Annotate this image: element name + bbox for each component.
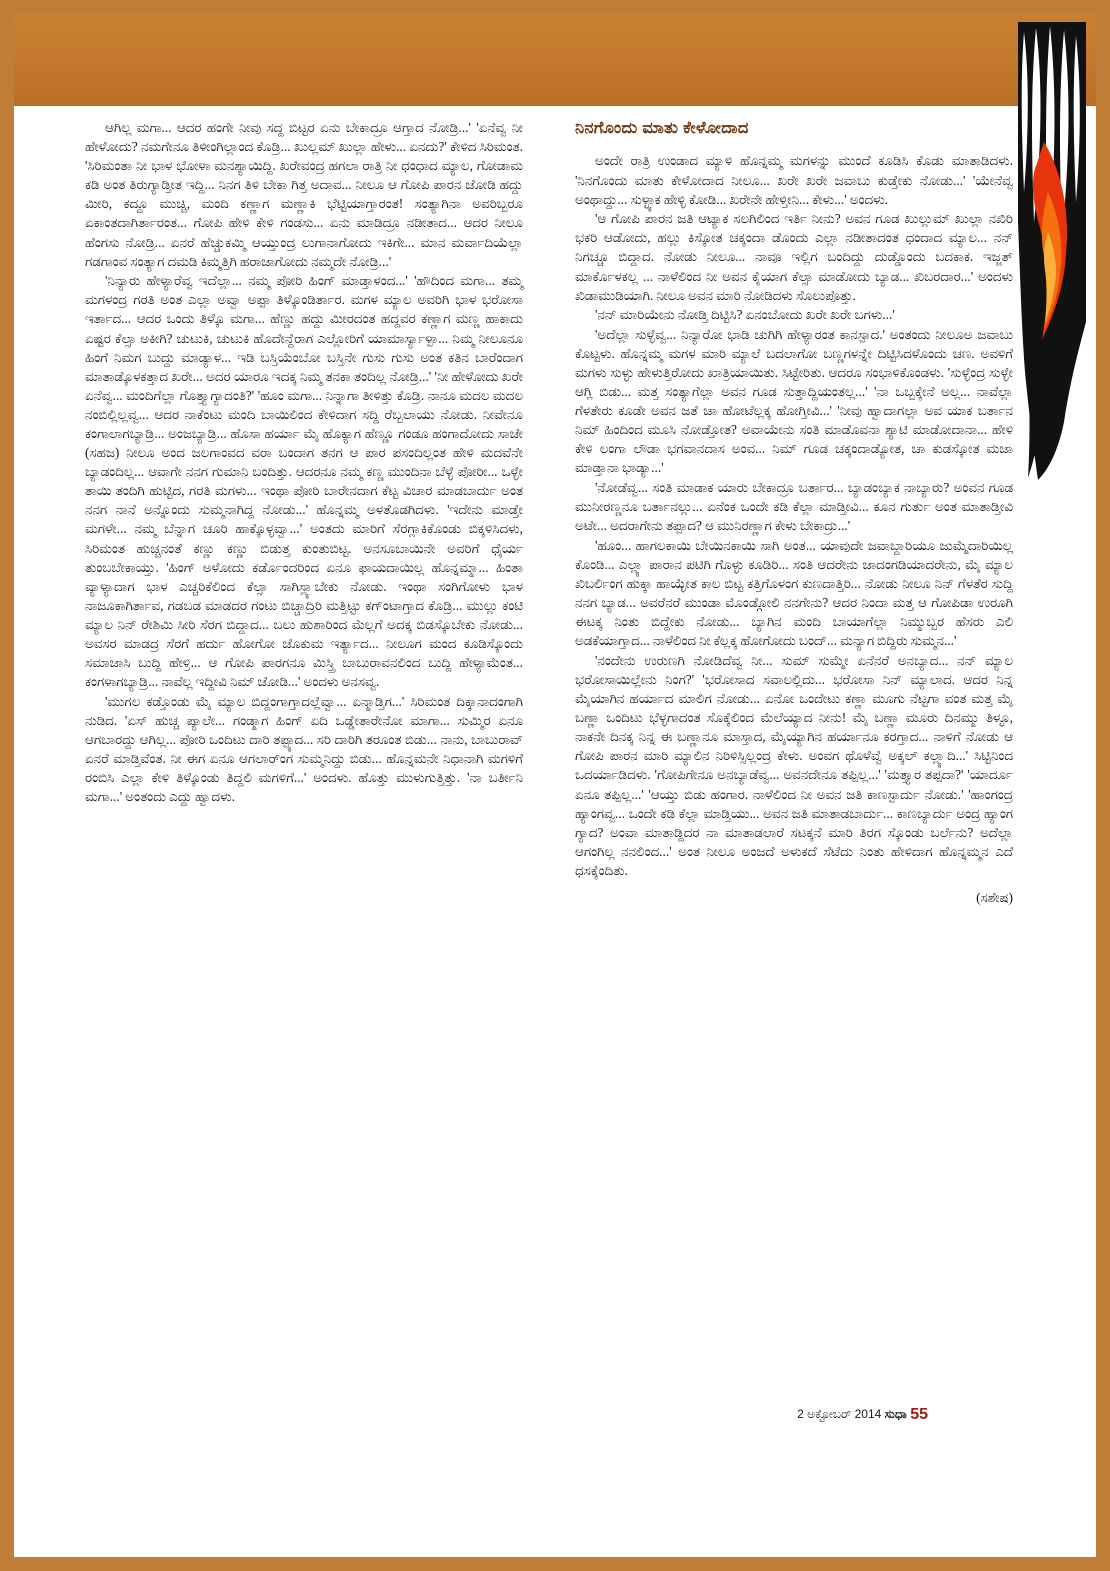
flame-ornament: [1018, 22, 1086, 482]
paragraph: 'ಹೂಂ... ಹಾಗಲಕಾಯಿ ಬೇಯಿನಕಾಯಿ ಸಾಗಿ ಅಂತ... ಯಾವುದೇ ಜವಾಬ್ದಾರಿಯೂ ಜುಮ್ಮೆದಾರಿಯಿಲ್ಲ ಕೊಂಡಿ... ಎಲ್ಲ್ಯಾ ಪಾರಾನ ಪಟಿಗಿ ಗೊಳ್ಳು ಕೂಡಿರಿ... ಸಂತಿ ಆದರೇನು ಜಾದಂಗಡಿಯಾದರೇನು, ಮೈ ಮ್ಯಾಲ ಖಿಬರ್ಲಿಂಗ ಹುಕ್ಕಾ ಹಾಯ್ಳೇತ ಕಾಲ ಬಿಟ್ಟ ಕತ್ತಿಗೊಳಂಗ ಕುಣದಾತ್ತಿರಿ... ನೋಡು ನೀಲೂ ನಿನ್ ಗೆಳತೆರ ಸುದ್ದಿ ನನಗ ಬ್ಯಾಡ... ಅವರೆನರೆ ಮುಂಡಾ ಮೊಂಡ್ಗೋಲಿ ನನಗೇನು? ಆದರ ನಿಂದಾ ಮತ್ತ ಆ ಗೋಪಿಡಾ ಉರೂಗಿ ಈಟಕ್ಕ ನಿಂತು ಬಿದ್ದೇಕು ನೋಡು... ಬ್ಯಾಗಿನ ಮಂದಿ ಬಾಯಾಗೆಲ್ಲಾ ನಿಮ್ಮುಬ್ಬರ ಹೆಸರು ಎಲಿ ಅಡಕೆಯಾಗ್ತಾದ... ನಾಳೆಲಿಂದ ನೀ ಕೆಲ್ಲಕ್ಕ ಹೋಗೋದು ಬಂದ್... ಮನ್ಯಾಗ ಬಿದ್ದಿರು ಸುಮ್ಮನ...': [575, 537, 1013, 649]
paragraph: 'ಆ ಗೋಪಿ ಪಾರನ ಜತಿ ಆಟ್ಯಾಕ ಸಲಗಿಲಿಂದ ಇರ್ತಿ ನೀನು? ಅವನ ಗೂಡ ಖುಲ್ಲುಮ್ ಖುಲ್ಲಾ ನಖಿರಿ ಭಕರಿ ಆಡೋದು, ಹಲ್ಲು ಕಿಸ್ಕೋತ ಚಕ್ಕಂದಾ ಡೊಂದು ಎಲ್ಲಾ ನಡೀತಾದಂತ ಧಂದಾದ ಮ್ಯಾಲ... ನನ್ ನಿಗಚ್ಚೂ ಬಿದ್ದಾದ. ನೋಡು ನೀಲೂ... ನಾವೂ ಇಲ್ಲಿಗ ಬಂದಿದ್ದು ದುಡ್ಡೊಂದು ಬದಕಾಕ. ಇಜ್ಜತ್ ಮಾರ್ಕೊಳಕಲ್ಲ ... ನಾಳೆಲಿಂದ ನೀ ಅವನ ಕೈಯಾಗ ಕೆಲ್ಸಾ ಮಾಡೋದು ಬ್ಯಾಡ... ಖಿಬರದಾರ...' ಅಂದಳು ಖಿಡಾಮುಡಿಯಾಗಿ. ನೀಲೂ ಅವನ ಮಾರಿ ನೋಡಿದಳು ಸೊಲುಪೊತ್ತು.: [575, 211, 1013, 303]
page-border-left: [0, 14, 14, 1571]
folio-year: 2014: [854, 1407, 882, 1421]
page-footer: [490, 1406, 928, 1424]
left-column: [85, 118, 523, 1448]
paragraph: 'ನನ್ ಮಾರಿಯೇನು ನೋಡ್ತಿ ದಿಟ್ಟಿಸಿ? ಏನಂಬೋದು ಖರೇ ಖರೇ ಬಗಳು...': [595, 307, 895, 323]
page-border-right: [1096, 0, 1110, 1571]
continuation-note: (ಸಶೇಷ): [976, 890, 1013, 905]
paragraph: 'ನೋಡೆವ್ವ... ಸಂತಿ ಮಾಡಾಕ ಯಾರು ಬೇಕಾದ್ರೂ ಬರ್ತಾರ... ಬ್ಯಾಡಂಬ್ಯಾಕ ನಾಬ್ಯಾರು? ಅಂವನ ಗೂಡ ಮುನೀರಣ್ಣನೂ ಬರ್ತಾನಲ್ಲು... ಏನೆಂಕ ಒಂದೇ ಕಡಿ ಕೆಲ್ಲಾ ಮಾಡ್ತೀವಿ... ಕೂನ ಗುರ್ತು ಅಂತ ಮಾತಾಡ್ತೀವಿ ಅಟೇ... ಅದರಾಗೇನು ತಪ್ಪಾದ? ಆ ಮುನಿರಣ್ಣಾಗ ಕೇಳು ಬೇಕಾದ್ರು...': [575, 480, 1013, 534]
page-header-band: [0, 14, 1110, 106]
paragraph: 'ಮುಗಲ ಕಡ್ತೊಂಡು ಮೈ ಮ್ಯಾಲ ಬಿದ್ದಂಗಾಗ್ತಾದಲ್ಲೆವ್ವಾ... ಏನ್ಮಾಡ್ತಿಗ...' ಸಿರಿಮಂತ ದಿಕ್ಕಾನಾದಂಗಾಗಿ ನುಡಿದ. 'ಏಸ್ ಹುಚ್ಚ ಪ್ಯಾಲೇ... ಗಂಡ್ಮಾಗ ಹಿಂಗ್ ಏದಿ ಒಡ್ಡೇತಾರೇನೋ ಮಾಗಾ... ಸುಮ್ಮಿರ ಏನೂ ಆಗಬಾರದ್ದು ಆಗಿಲ್ಲ... ಪೋರಿ ಒಂದಿಟು ದಾರಿ ತಪ್ಪ್ಯಾದ... ಸರಿ ದಾರಿಗಿ ತರೂಂತ ಬಿಡು... ನಾನು, ಬಾಬುರಾವ್ ಏನರೆ ಮಾಡ್ತಿವೆಂತ. ನೀ ಈಗ ಏನೂ ಆಗಲಾರ್ಂಗ ಸುಮ್ಮನಿದ್ದು ಬಿಡು... ಹೊನ್ನಮನೇ ನಿಧಾನಾಗಿ ಮಗಳಿಗೆ ರಂಬಿಸಿ ಎಲ್ಲಾ ಕೇಳಿ ತಿಳ್ಕೊಂಡು ತಿದ್ದಲಿ ಮಗಳಿಗೆ...' ಅಂದಳು. ಹೊತ್ತು ಮುಳುಗುತ್ತಿತ್ತು. 'ನಾ ಬರ್ತೀನಿ ಮಗಾ...' ಅಂತಂದು ಎದ್ದು ಹ್ವಾದಳು.: [85, 693, 523, 805]
page-border-top: [0, 0, 1110, 14]
paragraph: ಅಂದೇ ರಾತ್ರಿ ಉಂಡಾದ ಮ್ಯಾಳಿ ಹೊನ್ನಮ್ಮ ಮಗಳನ್ನು ಮುಂದೆ ಕೂಡಿಸಿ ಕೊಡು ಮಾತಾಡಿದಳು. 'ನಿನಗೊಂದು ಮಾತು ಕೇಳೋದಾದ ನೀಲೂ... ಖರೇ ಖರೇ ಜವಾಬು ಕುಡ್ತೇಕು ನೋಡು...' 'ಯೇನೆವ್ವ ಅಂಥಾದ್ದು... ಸುಳ್ಳ್ಯಾಕ ಹೇಳ್ಳಿ ಕೋಡಿ... ಖರೇನೇ ಹೇಳ್ತೀನಿ... ಕೇಳು...' ಅಂದಳು.: [575, 153, 1013, 207]
magazine-name: ಸುಧಾ: [884, 1407, 907, 1421]
folio-month: ಅಕ್ಟೋಬರ್: [807, 1407, 852, 1421]
paragraph: ಆಗಿಲ್ಲ ಮಗಾ... ಆದರ ಹಂಗೇ ನೀವು ಸದ್ದ ಬಿಟ್ಟರ ಏನು ಬೇಕಾದ್ರೂ ಆಗ್ತಾದ ನೋಡ್ರಿ...' 'ಏನೆವ್ವ ನೀ ಹೇಳೋದು? ನಮಗೇನೂ ತಿಳೀಂಗಿಲ್ಲಾಂದ ಕೊಡ್ರಿ... ಖುಲ್ಲಮ್ ಖುಲ್ಲಾ ಹೇಳು... ಏನದು?' ಕೇಳಿದ ಸಿರಿಮಂತ. 'ಸಿರಿಮಂತಾ ನೀ ಭಾಳ ಭೋಳಾ ಮನಶ್ಯಾಯಿದ್ದಿ. ಖರೇವಂದ್ರ ಹಗಲಾ ರಾತ್ರಿ ನೀ ಧಂಧಾದ ಮ್ಯಾಲ, ಗೋಡಾಮ ಕಡಿ ಅಂತ ತಿರುಗ್ಯಾಡ್ತೀತ ಇದ್ದಿ... ನಿನಗ ತಿಳಿ ಬೇಕಾ ಗಿತ್ತ ಅದಾವ... ನೀಲೂ ಆ ಗೋಪಿ ಪಾರನ ಜೋಡಿ ಹದ್ದು ಮೀರಿ, ಕದ್ದೂ ಮುಚ್ಚಿ, ಮಂದಿ ಕಣ್ಣಾಗ ಮಣ್ಣಾಕಿ ಭೆಟ್ಟಿಯಾಗ್ತಾರಂತ! ಸಂತ್ಯಾಗಿನಾ ಅವರಿಬ್ಬರೂ ಏಕಾಂತದಾಗಿರ್ತಾರಂತ... ಗೋಪಿ ಹೇಳಿ ಕೇಳಿ ಗಂಡಸು... ಏನು ಮಾಡಿದ್ರೂ ನಡೀತಾದ... ಆದರ ನೀಲೂ ಹೆಂಗಸು ನೋಡ್ರಿ... ಏನರೆ ಹೆಚ್ಚುಕಮ್ಮಿ ಆಯ್ತುಂದ್ರ ಲುಗಾನಾಗೋದು ಇಕಿಗೇ... ಮಾನ ಮರ್ವಾದಿಯೆಲ್ಲಾ ಗಡಗಾಂವ ಸಂತ್ಯಾಗ ದಮಡಿ ಕಿಮ್ಮತ್ತಿಗಿ ಹರಾಜಾಗೋದು ನಮ್ಮದೇ ನೋಡ್ರಿ...': [85, 120, 523, 269]
paragraph: 'ನಂದೇನು ಉರುಣಗಿ ನೋಡಿದೆವ್ವ ನೀ... ಸುಮ್ ಸುಮ್ಮೇ ಏನೆನರೆ ಅನಬ್ಯಾದ... ನನ್ ಮ್ಯಾಲ ಭರೋಸಾಯಿಲ್ಲೇನು ನಿಂಗ?' 'ಭರೋಸಾದ ಸವಾಲಲ್ಲಿದು... ಭರೋಸಾ ನಿನ್ ಮ್ಯಾಲಾದ. ಆದರ ನಿನ್ನ ಮೈಯಾಗಿನ ಹರ್ಯಾದ ಮಾಲಿಗ ನೋಡು... ಏನೋ ಒಂದೇಟು ಕಣ್ಣಾ ಮೂಗು ನೆಟ್ಟಗಾ ವಂತ ಮತ್ತ ಮೈ ಬಣ್ಣಾ ಒಂದಿಟು ಭೆಳ್ಳಗಾದಂತ ಸೊಕ್ಕೆಲಿಂದ ಮೆಲೆಯ್ಯಾದ ನೀನು! ಮೈ ಬಣ್ಣಾ ಮೂರು ದಿನಮ್ಮು ತಿಳ್ಳೂ, ನಾಕನೇ ದಿನಕ್ಕ ನಿನ್ನ ಈ ಬಣ್ಣಾನೂ ಮಾಸ್ತಾದ, ಮೈಯ್ಯಾಗಿನ ಹರ್ಯಾನೂ ಕರಗ್ತಾದ... ನಾಳಿಗೆ ನೋಡು ಆ ಗೋಪಿ ಪಾರನ ಮಾರಿ ಮ್ಯಾಲಿನ ನಿರಿಳಿಸ್ಸಿಲ್ಲಂದ್ರ ಕೇಳು. ಅಂವಗ ಥೊಳೆವ್ವೆ ಅಕ್ಕಲ್ ಕಲ್ಲ್ಯಾದಿ...' ಸಿಟ್ಟಿನಿಂದ ಒದರ್ಯಾಡಿದಳು. 'ಗೋಪಿಗೇನೂ ಅನಬ್ಯಾಡೆವ್ವ... ಅವನದೇನೂ ತಪ್ಪಿಲ್ಲ...' 'ಮತ್ತ್ಯಾರ ತಪ್ಪದಾ?' 'ಯಾರ್ದೂ ಏನೂ ತಪ್ಪಿಲ್ಲ...' 'ಆಯ್ತು ಬಿಡು ಹಂಗಾರ. ನಾಳೆಲಿಂದ ನೀ ಅವನ ಜತಿ ಕಾಣಸ್ಪಾರ್ದು ನೋಡು.' 'ಹಾಂಗಂದ್ರ ಹ್ಯಾಂಗವ್ವ... ಒಂದೇ ಕಡಿ ಕೆಲ್ಲಾ ಮಾಡ್ತಿಯು... ಅವನ ಜತಿ ಮಾತಾಡಬಾರ್ದು... ಕಾಣಬ್ಯಾರ್ದು ಅಂದ್ರ ಹ್ಯಾಂಗ ಗ್ಯಾದ? ಅಂವಾ ಮಾತಾಡ್ದಿದರ ನಾ ಮಾತಾಡಲಾರೆ ಸಟಕ್ಕನೆ ಮಾರಿ ತಿರಗ ಸ್ಕೊಂಡು ಬರ್ಲೆನು? ಅದೆಲ್ಲಾ ಆಗಂಗಿಲ್ಲ ನನಲಿಂದ...' ಅಂತ ನೀಲೂ ಅಂಜದೆ ಅಳುಕದೆ ಸೆಟೆದು ನಿಂತು ಹೇಳಿದಾಗ ಹೊನ್ನಮ್ಮನ ಎದೆ ಧಸಕ್ಕೆಂದಿತು.: [575, 652, 1013, 878]
paragraph: 'ಅದೆಲ್ಲಾ ಸುಳ್ಳೆವ್ವ... ನಿನ್ಯಾರೋ ಭಾಡಿ ಚುಗಿಗಿ ಹೇಳ್ಯಾರಂತ ಕಾನಸ್ಪಾದ.' ಅಂತಂದು ನೀಲೂಅ ಜವಾಬು ಕೊಟ್ಟಳು. ಹೊನ್ನಮ್ಮ ಮಗಳ ಮಾರಿ ಮ್ಯಾಲೆ ಬದಲಾಗೋ ಬಣ್ಣಗಳನ್ನೇ ದಿಟ್ಟಿಸಿದಳೊಂದು ಚಣ. ಅವಳಿಗೆ ಮಗಳು ಸುಳ್ಳು ಹೇಳುತ್ತಿರೋದು ಖಾತ್ರಿಯಾಯಿತು. ಸಿಟ್ಟೇರಿತು. ಆದರೂ ಸಂಭಾಳಿಕೊಂಡಳು. 'ಸುಳ್ಳೆಂದ್ರ ಸುಳ್ಳೇ ಆಗ್ಲಿ ಬಿಡು... ಮತ್ತ ಸಂತ್ಯಾಗೆಲ್ಲಾ ಅವನ ಗೂಡ ಸುತ್ತಾದ್ದಿಯಂತಲ್ಲ...' 'ನಾ ಒಬ್ಬಕ್ಕೇನೆ ಅಲ್ಲ... ನಾವೆಲ್ಲಾ ಗೆಳತೇರು ಕೂಡೇ ಅವನ ಜತೆ ಚಾ ಹೋಟೆಲ್ಲಕ್ಕ ಹೋಗ್ತೀವಿ...' 'ನೀವು ಹ್ವಾದಾಗಲ್ಲಾ ಅವ ಯಾಕ ಬರ್ತಾನ ನಿಮ್ ಹಿಂದಿಂದ ಮೂಸಿ ನೋಡ್ತೋತ? ಅವಾಯೇನು ಸಂತಿ ಮಾಡೊವನಾ ಶ್ಯಾಟಿ ಮಾಡೋದಾನಾ... ಹೇಳಿ ಕೇಳಿ ಲಂಗಾ ಲೌಡಾ ಭಗವಾನದಾಸ ಅಂವ... ನಿಮ್ ಗೂಡ ಚಕ್ಕಂದಾಡ್ಯೋತ, ಚಾ ಕುಡಸ್ಕೋತ ಮಜಾ ಮಾಡ್ತಾನಾ ಭಾಡ್ಯಾ...': [575, 326, 1013, 476]
page-header-band-inner: [0, 14, 1110, 106]
page-number: 55: [910, 1406, 928, 1423]
folio-date-prefix: 2: [797, 1407, 804, 1421]
right-column: [575, 118, 1013, 1448]
page-border-bottom: [0, 1557, 1110, 1571]
article-columns: [85, 118, 1015, 1448]
section-heading: ನಿನಗೊಂದು ಮಾತು ಕೇಳೋದಾದ: [575, 119, 749, 137]
paragraph: 'ನಿನ್ಯಾರು ಹೇಳ್ಯಾರೆವ್ವ ಇದೆಲ್ಲಾ... ನಮ್ಮ ಪೋರಿ ಹಿಂಗ್ ಮಾಡ್ತಾಳಂದ...' 'ಹೌದಿಂದ ಮಗಾ... ತಮ್ಮ ಮಗಳಂದ್ರ ಗರತಿ ಅಂತ ಎಲ್ಲಾ ಅವ್ವಾ ಅಪ್ಪಾ ತಿಳ್ಕೊಂಡಿರ್ತಾರ. ಮಗಳ ಮ್ಯಾಲ ಅವರಿಗಿ ಭಾಳ ಭರೋಸಾ ಇರ್ತಾದ... ಆದರ ಒಂದು ತಿಳ್ಕೊ ಮಗಾ... ಹೆಣ್ಣು ಹದ್ದು ಮೀರದಂತ ಹದ್ದವರ ಕಣ್ಣಾಗ ಮಣ್ಣ ಹಾಕಾದು ಏಷ್ಟರ ಕೆಲ್ಸಾ ಅಕೀಗಿ? ಚುಟುಕಿ, ಚುಟುಕಿ ಹೊದೇನ್ದೆರಾಗ ಎಲ್ಲೋರಿಗೆ ಯಾಮಾರ್ಸ್ಯಾಳ್ಪಾ... ನಿಮ್ಮ ನೀಲೂನೂ ಹಿಂಗೆ ನಿಮಗ ಬುದ್ದು ಮಾಡ್ಯಾಳ... ಇಡಿ ಬಸ್ತಿಯೆಂಬೋ ಬಸ್ತಿನೇ ಗುಸು ಗುಸು ಅಂತ ಕತಿನ ಬಾರೆಂದಾಗ ಮಾತಾಡ್ಕೊಳಕತ್ತಾದ ಖರೇ... ಅದರ ಯಾರೂ ಇದಕ್ಕ ನಿಮ್ಮ ತನಕಾ ತಂದಿಲ್ಲ ನೋಡ್ರಿ...' 'ನೀ ಹೇಳೋದು ಖರೇ ಏನೆವ್ವ... ಮಂದಿಗೆಲ್ಲಾ ಗೊತ್ತ್ಯಾಗ್ಯಾದಂತಿ?' 'ಹೂಂ ಮಗಾ... ನಿನ್ನಾಗಾ ತೀಳಿತ್ತು ಕೊಡ್ರಿ. ನಾನೂ ಮದಲ ಮದಲ ನಂಬಿಲ್ಲಿಲ್ಲವ್ವ... ಆದರ ನಾಕೆಂಟು ಮಂದಿ ಬಾಯಿಲಿಂದ ಕೇಳಿದಾಗ ಸದ್ದಿ ರೆಬ್ಬಲಾಯು ನೋಡು. ನೀವೇನೂ ಕಂಗಾಲಾಗಬ್ಯಾಡ್ರಿ... ಅಂಜಬ್ಯಾಡ್ರಿ... ಹೊಸಾ ಹರ್ಯಾ ಮೈ ಹೊಕ್ಯಾಗ ಹೆಣ್ಣೂ ಗಂಡೂ ಹಂಗಾದೋದು ಸಾಜೇ (ಸಹಜ) ನೀಲೂ ಅಂದ ಜಲಗಾಂವದ ವರಾ ಬಂದಾಗ ತನಗ ಆ ಪಾರ ಪಸಂದಿಲ್ಲಂತ ಹೇಳಿ ಮದವೆನೇ ಬ್ಯಾಡಂದಿಲ್ಲ... ಆವಾಗೇ ನನಗ ಗುಮಾನಿ ಬಂದಿತ್ತು. ಆದರನೂ ನಮ್ಮ ಕಣ್ಣ ಮುಂದಿನಾ ಬೆಳ್ಳೆ ಪೋರೀ... ಒಳ್ಳೇ ತಾಯಿ ತಂದಿಗಿ ಹುಟ್ಟಿದ, ಗರತಿ ಮಗಳು... ಇಂಥಾ ಪೋರಿ ಬಾರೇನದಾಗ ಕೆಟ್ಟ ವಿಚಾರ ಮಾಡಬಾರ್ದು ಅಂತ ನನಗ ನಾನೆ ಅನ್ನೊಂದು ಸುಮ್ಮನಾಗಿದ್ದ ನೋಡು...' ಹೊನ್ನಮ್ಮ ಅಳತೊಡಗಿದಳು. 'ಇದೇನು ಮಾಡ್ತೇ ಮಗಳೇ... ನಮ್ಮ ಬೆನ್ನಾಗ ಚೂರಿ ಹಾಕ್ಕೊಳ್ಳವ್ವಾ...' ಅಂತದು ಮಾರಿಗೆ ಸೆರಗ್ಲಾಕಿಕೊಂಡು ಬಿಕ್ಕಳಿಸಿದಳು, ಸಿರಿಮಂತ ಹುಚ್ಚನಂತೆ ಕಣ್ಣು ಕಣ್ಣು ಬಿಡುತ್ತ ಕುಂತುಬಿಟ್ಟ. ಅನಸೂಬಾಯಿನೇ ಅವರಿಗೆ ಧೈರ್ಯ ತುಂಬಬೇಕಾಯ್ತು. 'ಹಿಂಗ್ ಅಳೋದು ಕರ್ಡೊಂದರಿಂದ ಏನೂ ಫಾಯದಾಯಿಲ್ಲ ಹೊನ್ನಮ್ಮಾ... ಹಿಂತಾ ವ್ಯಾಳ್ಯಾದಾಗ ಭಾಳ ಎಚ್ಚರಿಕೆಲಿಂದ ಕೆಲ್ಸಾ ಸಾಗಿಸ್ಲ್ಯಾಬೇಕು ನೋಡು. ಇಂಥಾ ಸಂಗಿಗೋಳು ಭಾಳ ನಾಜೂಕಾಗಿರ್ತಾವ, ಗಡಬಡ ಮಾಡದರ ಗಂಟು ಬಿಚ್ಚಾದ್ರಿರಿ ಮತ್ತಿಟ್ಟು ಕಗ್ಂಟಾಗ್ತಾದ ಕೊಡ್ರಿ... ಮುಲ್ಲು ಕಂಟಿ ಮ್ಯಾಲ ನಿನ್ ರೇಶಿಮಿ ಸೀರಿ ಸೆರಗ ಬಿದ್ದಾದ... ಬಲು ಹುಶಾರಿಂದ ಮೆಲ್ಲಗೆ ಅದಕ್ಕ ಬಿಡಸ್ಕೊಬೇಕು ನೋಡು... ಅವಸರ ಮಾಡದ್ರ ಸೆರಗೆ ಹರ್ದು ಹೋಗೋ ಜೊಕುಮ ಇರ್ತ್ಯಾದ... ನೀಲೂಗ ಮಂದ ಕೂಡಿಸ್ಕೊಂದು ಸಮಾಜಾಸಿ ಬುದ್ದಿ ಹೇಳ್ರಿ... ಆ ಗೋಪಿ ಪಾರಗನೂ ಮಿಸ್ತ್ರಿ ಬಾಬುರಾವನಲಿಂದ ಬುದ್ದಿ ಹೇಳ್ಯಾಮೆಂತ... ಕಂಗಳಾಗಬ್ಯಾಡ್ರಿ... ನಾವೆಲ್ಲ ಇದ್ದೀವಿ ನಿಮ್ ಜೋಡಿ...' ಅಂದಳು ಅನಸವ್ವ.: [85, 273, 523, 690]
